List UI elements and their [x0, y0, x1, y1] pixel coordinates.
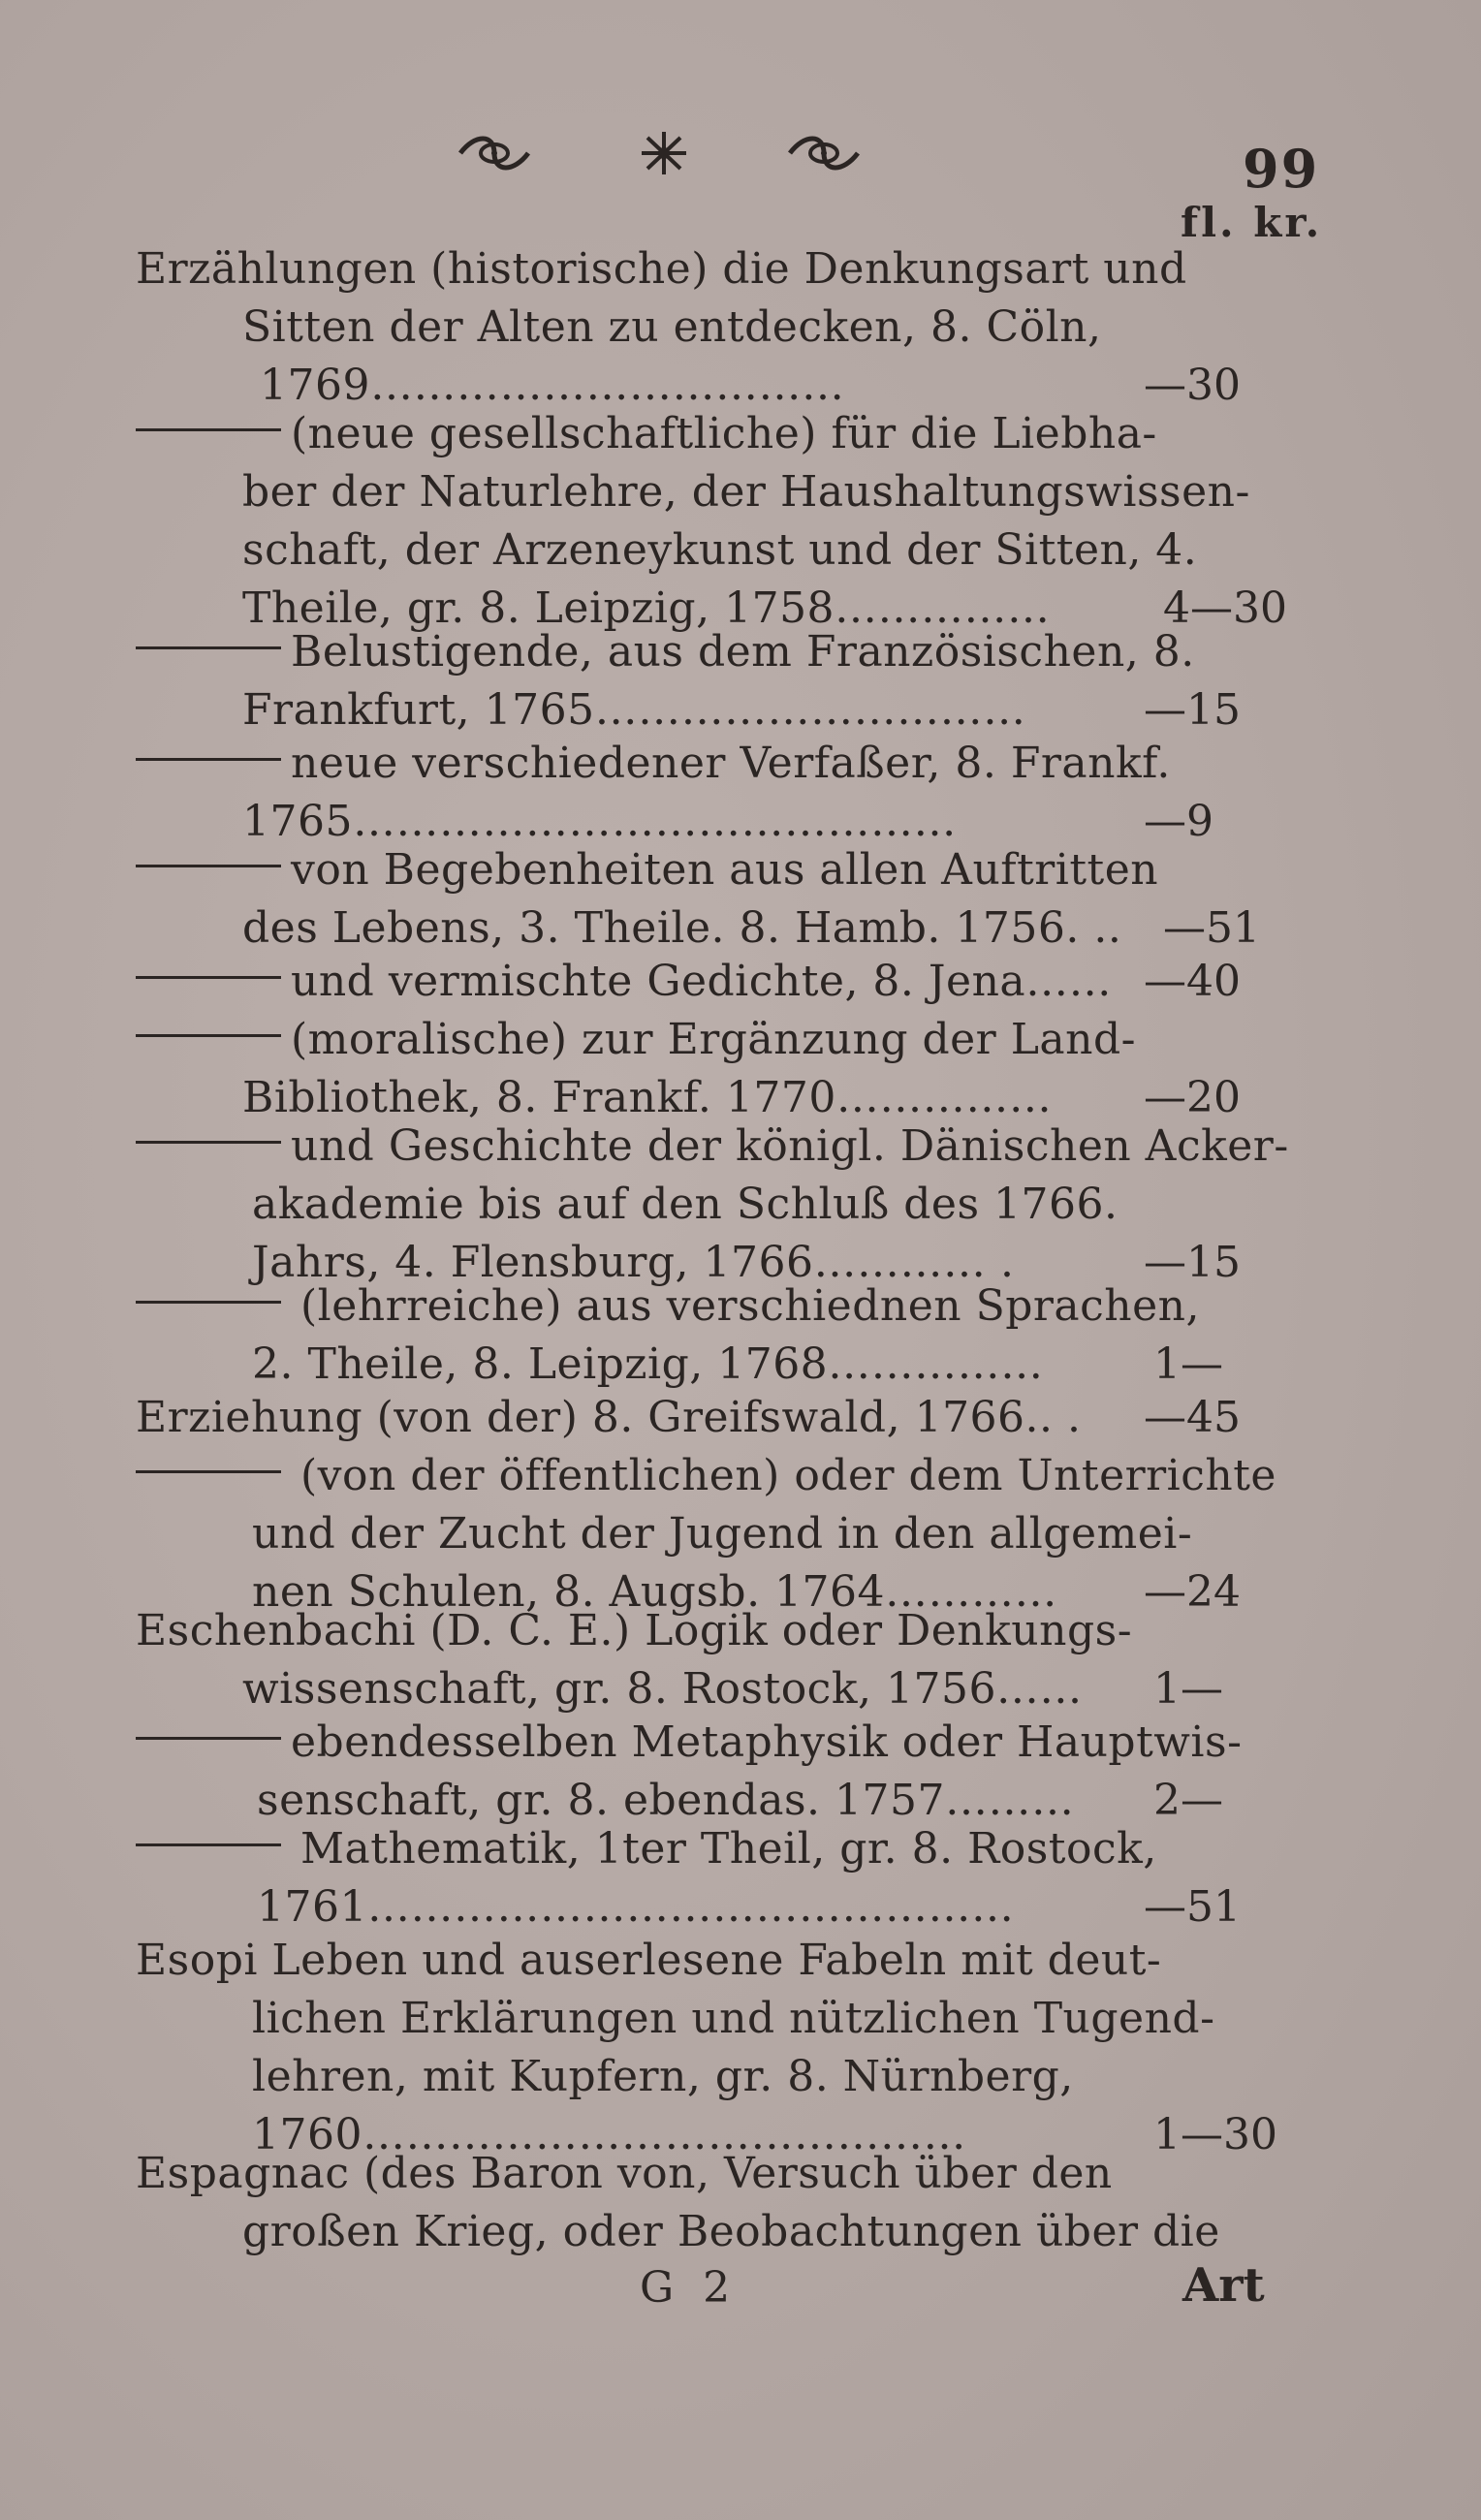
entry-line: Jahrs, 4. Flensburg, 1766………… .: [252, 1238, 1015, 1287]
repeat-dash: [136, 1141, 281, 1144]
entry-line: (neue gesellschaftliche) für die Liebha-: [291, 409, 1157, 458]
entry-line: und vermischte Gedichte, 8. Jena……: [291, 957, 1113, 1006]
entry-line: 1769……………………………: [260, 361, 845, 410]
entry-line: Erzählungen (historische) die Denkungsart und: [136, 244, 1187, 294]
entry-line: (von der öffentlichen) oder dem Unterrichte: [300, 1451, 1276, 1500]
repeat-dash: [136, 1034, 281, 1037]
catchword: Art: [1182, 2258, 1265, 2313]
entry-line: Sitten der Alten zu entdecken, 8. Cöln,: [242, 302, 1102, 352]
page-number: 99: [1243, 138, 1320, 200]
repeat-dash: [136, 976, 281, 979]
entry-line: (lehrreiche) aus verschiednen Sprachen,: [300, 1281, 1200, 1331]
entry-line: des Lebens, 3. Theile. 8. Hamb. 1756. ..: [242, 903, 1122, 953]
entry-line: schaft, der Arzeneykunst und der Sitten, 4.: [242, 525, 1198, 575]
flower-icon: [630, 124, 698, 182]
entry-line: 1765……………………………………: [242, 797, 957, 846]
price: —24: [1144, 1567, 1241, 1617]
entry-line: Theile, gr. 8. Leipzig, 1758……………: [242, 583, 1051, 633]
repeat-dash: [136, 758, 281, 761]
price: —15: [1144, 1238, 1241, 1287]
entry-line: nen Schulen, 8. Augsb. 1764…………: [252, 1567, 1058, 1617]
entry-line: 2. Theile, 8. Leipzig, 1768……………: [252, 1339, 1044, 1389]
entry-line: Eschenbachi (D. C. E.) Logik oder Denkungs-: [136, 1606, 1133, 1655]
entry-line: akademie bis auf den Schluß des 1766.: [252, 1180, 1119, 1229]
repeat-dash: [136, 865, 281, 867]
repeat-dash: [136, 1843, 281, 1846]
entry-line: ber der Naturlehre, der Haushaltungswissen-: [242, 467, 1250, 517]
entry-line: und der Zucht der Jugend in den allgemei-: [252, 1509, 1193, 1559]
entry-line: und Geschichte der königl. Dänischen Acker-: [291, 1121, 1289, 1171]
entry-line: von Begebenheiten aus allen Auftritten: [291, 845, 1159, 895]
price: 1—30: [1153, 2110, 1277, 2159]
entry-line: Erziehung (von der) 8. Greifswald, 1766.. .: [136, 1393, 1082, 1442]
currency-column-labels: fl. kr.: [1181, 199, 1323, 246]
price: —51: [1163, 903, 1260, 953]
entry-line: neue verschiedener Verfaßer, 8. Frankf.: [291, 739, 1171, 788]
repeat-dash: [136, 428, 281, 431]
entry-line: großen Krieg, oder Beobachtungen über die: [242, 2207, 1220, 2256]
entry-line: 1760……………………………………: [252, 2110, 966, 2159]
price: —30: [1144, 361, 1241, 410]
entry-line: Bibliothek, 8. Frankf. 1770……………: [242, 1073, 1053, 1122]
leaf-scroll-icon: [456, 124, 533, 182]
entry-line: (moralische) zur Ergänzung der Land-: [291, 1015, 1137, 1064]
entry-line: senschaft, gr. 8. ebendas. 1757………: [257, 1776, 1075, 1825]
entry-line: Belustigende, aus dem Französischen, 8.: [291, 627, 1195, 677]
entry-line: lichen Erklärungen und nützlichen Tugend-: [252, 1994, 1215, 2043]
entry-line: Mathematik, 1ter Theil, gr. 8. Rostock,: [300, 1824, 1157, 1874]
entry-line: ebendesselben Metaphysik oder Hauptwis-: [291, 1717, 1243, 1767]
price: 1—: [1153, 1664, 1223, 1714]
entry-line: Frankfurt, 1765…………………………: [242, 685, 1026, 735]
price: 2—: [1153, 1776, 1223, 1825]
entry-line: wissenschaft, gr. 8. Rostock, 1756……: [242, 1664, 1083, 1714]
repeat-dash: [136, 646, 281, 649]
price: 4—30: [1163, 583, 1287, 633]
price: 1—: [1153, 1339, 1223, 1389]
leaf-scroll-icon: [785, 124, 863, 182]
repeat-dash: [136, 1737, 281, 1740]
entry-line: lehren, mit Kupfern, gr. 8. Nürnberg,: [252, 2052, 1074, 2101]
signature-mark: G 2: [640, 2263, 739, 2313]
repeat-dash: [136, 1470, 281, 1473]
price: —9: [1144, 797, 1213, 846]
price: —20: [1144, 1073, 1241, 1122]
price: —40: [1144, 957, 1241, 1006]
price: —15: [1144, 685, 1241, 735]
entry-line: Espagnac (des Baron von, Versuch über den: [136, 2149, 1113, 2198]
entry-line: 1761………………………………………: [257, 1882, 1015, 1932]
price: —51: [1144, 1882, 1241, 1932]
repeat-dash: [136, 1301, 281, 1304]
price: —45: [1144, 1393, 1241, 1442]
entry-line: Esopi Leben und auserlesene Fabeln mit deut-: [136, 1936, 1162, 1985]
